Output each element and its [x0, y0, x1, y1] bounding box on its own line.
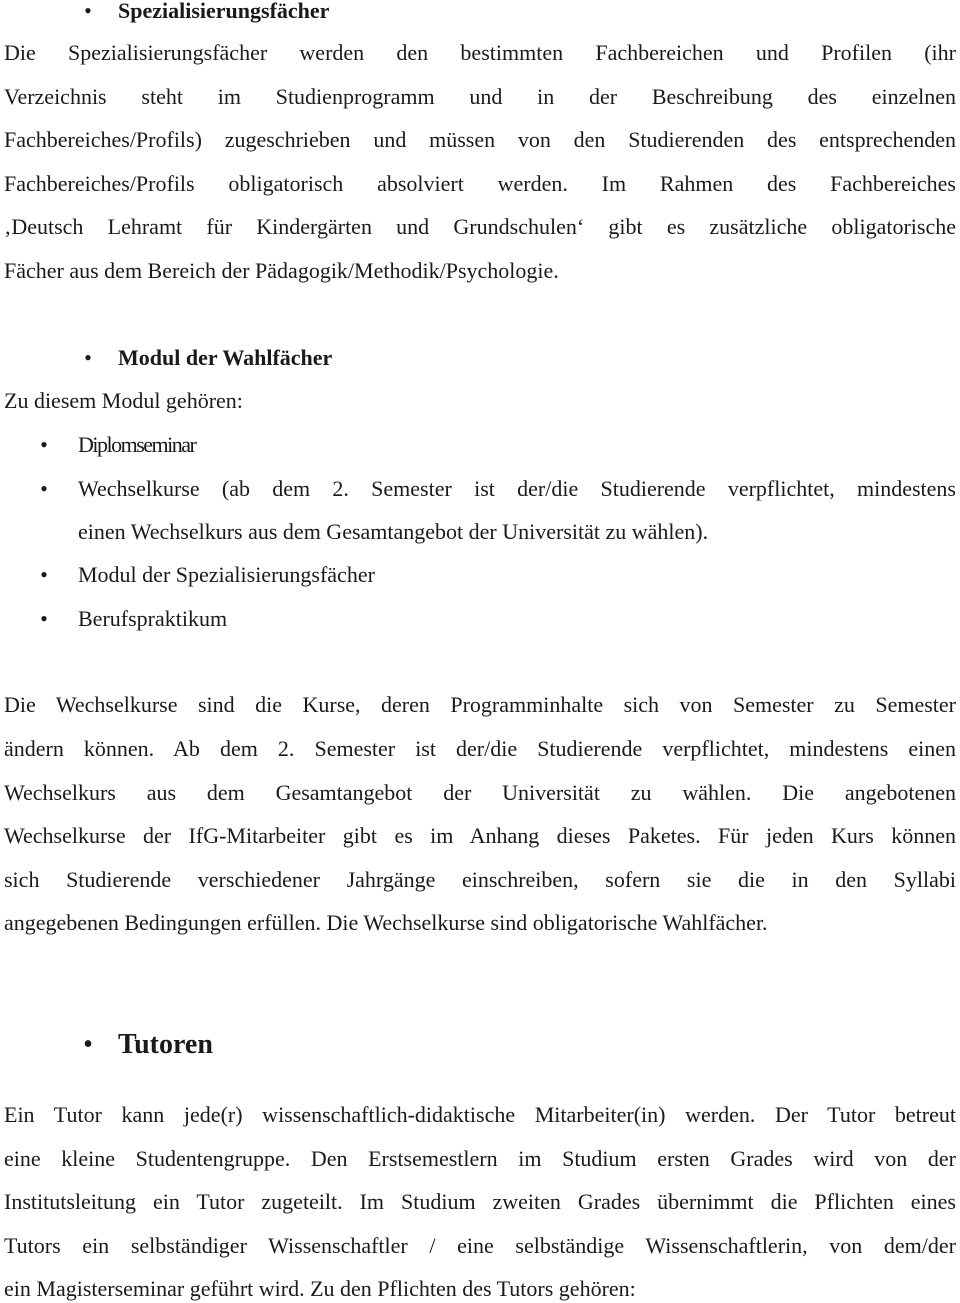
bullet-icon: • [40, 476, 48, 501]
bullet-icon: • [84, 345, 92, 370]
heading-text: Modul der Wahlfächer [118, 345, 333, 370]
list-item-label: Berufspraktikum [78, 606, 228, 631]
paragraph-line: ändern können. Ab dem 2. Semester ist der/die Studierende verpflichtet, mindestens einen [4, 736, 956, 761]
paragraph-line: angegebenen Bedingungen erfüllen. Die Wechselkurse sind obligatorische Wahlfächer. [4, 910, 768, 935]
list-item-label: Diplomseminar [78, 432, 196, 457]
list-item-label: Wechselkurse (ab dem 2. Semester ist der/die Studierende verpflichtet, mindestens [78, 476, 956, 501]
paragraph-line: Ein Tutor kann jede(r) wissenschaftlich-didaktische Mitarbeiter(in) werden. Der Tutor betreut [4, 1102, 956, 1127]
paragraph-line: sich Studierende verschiedener Jahrgänge einschreiben, sofern sie die in den Syllabi [4, 867, 956, 892]
paragraph-line: eine kleine Studentengruppe. Den Erstsemestlern im Studium ersten Grades wird von der [4, 1146, 956, 1171]
paragraph-line: Fachbereiches/Profils obligatorisch absolviert werden. Im Rahmen des Fachbereiches [4, 171, 956, 196]
paragraph-line: Fachbereiches/Profils) zugeschrieben und müssen von den Studierenden des entsprechenden [4, 127, 956, 152]
bullet-icon: • [83, 1029, 93, 1060]
paragraph-line: Die Wechselkurse sind die Kurse, deren Programminhalte sich von Semester zu Semester [4, 692, 956, 717]
list-item-label: Modul der Spezialisierungsfächer [78, 562, 375, 587]
bullet-icon: • [40, 432, 48, 457]
bullet-icon: • [40, 606, 48, 631]
bullet-icon: • [84, 0, 92, 23]
heading-text: Spezialisierungsfächer [118, 0, 330, 23]
paragraph-line: Fächer aus dem Bereich der Pädagogik/Methodik/Psychologie. [4, 258, 559, 283]
paragraph-line: Verzeichnis steht im Studienprogramm und in der Beschreibung des einzelnen [4, 84, 956, 109]
paragraph-line: Tutors ein selbständiger Wissenschaftler / eine selbständige Wissenschaftlerin, von dem/der [4, 1233, 956, 1258]
paragraph-line: ‚Deutsch Lehramt für Kindergärten und Grundschulen‘ gibt es zusätzliche obligatorische [4, 214, 956, 239]
heading-text: Tutoren [118, 1029, 213, 1060]
intro-text: Zu diesem Modul gehören: [4, 388, 243, 413]
paragraph-line: Wechselkurs aus dem Gesamtangebot der Universität zu wählen. Die angebotenen [4, 780, 956, 805]
paragraph-line: ein Magisterseminar geführt wird. Zu den Pflichten des Tutors gehören: [4, 1276, 636, 1301]
bullet-icon: • [40, 562, 48, 587]
paragraph-line: Wechselkurse der IfG-Mitarbeiter gibt es im Anhang dieses Paketes. Für jeden Kurs können [4, 823, 956, 848]
paragraph-line: Institutsleitung ein Tutor zugeteilt. Im Studium zweiten Grades übernimmt die Pflichten eines [4, 1189, 956, 1214]
list-item-label: einen Wechselkurs aus dem Gesamtangebot der Universität zu wählen). [78, 519, 709, 544]
paragraph-line: Die Spezialisierungsfächer werden den bestimmten Fachbereichen und Profilen (ihr [4, 40, 956, 65]
